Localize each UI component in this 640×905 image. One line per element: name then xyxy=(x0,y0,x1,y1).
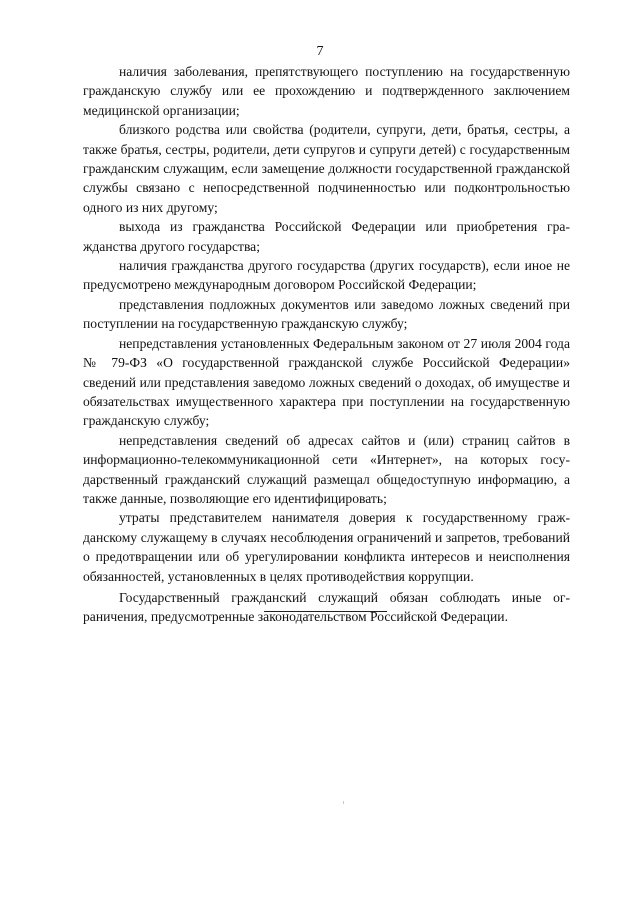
closing-paragraph: Государственный гражданский служащий обязан соблюдать иные ограничения, предусмотренные законодательством Российской Федерации. xyxy=(83,589,570,625)
scan-artifact xyxy=(343,801,344,804)
document-body xyxy=(83,62,570,627)
list-item: непредставления сведений об адресах сайтов и (или) страниц сайтов в информационно-телекоммуникационной сети «Интернет», на которых государственный гражданский служащий размещал общедоступную информацию, а также данные, позволяющие его идентифицировать; xyxy=(83,432,570,506)
list-item: выхода из гражданства Российской Федерации или приобретения гражданства другого государства; xyxy=(83,219,570,254)
list-item: наличия гражданства другого государства (других государств), если иное не предусмотрено международным договором Российской Федерации; xyxy=(83,258,570,293)
list-item: представления подложных документов или заведомо ложных сведений при поступлении на государственную гражданскую службу; xyxy=(83,296,570,332)
list-item: близкого родства или свойства (родители, супруги, дети, братья, сестры, а также братья, сестры, родители, дети супругов и супруги детей) с государственным гражданским служащим, если замещение должности государственной гражданской службы связано с непосредственной подчиненностью или подконтрольностью одного из них другому; xyxy=(83,122,570,215)
page-number: 7 xyxy=(316,44,324,59)
list-item: утраты представителем нанимателя доверия к государственному гражданскому служащему в случаях несоблюдения ограничений и запретов, требований о предотвращении или об урегулировании конфликта интересов и неисполнения обязанностей, установленных в целях противодействия коррупции. xyxy=(83,510,570,584)
end-of-document-rule xyxy=(264,611,387,612)
list-item: непредставления установленных Федеральным законом от 27 июля 2004 года № 79-ФЗ «О государственной гражданской службе Российской Федерации» сведений или представления заведомо ложных сведений о доходах, об имуществе и обязательствах имущественного характера при поступлении на государственную гражданскую службу; xyxy=(83,335,570,429)
list-item: наличия заболевания, препятствующего поступлению на государственную гражданскую службу или ее прохождению и подтвержденного заключением медицинской организации; xyxy=(83,64,570,118)
